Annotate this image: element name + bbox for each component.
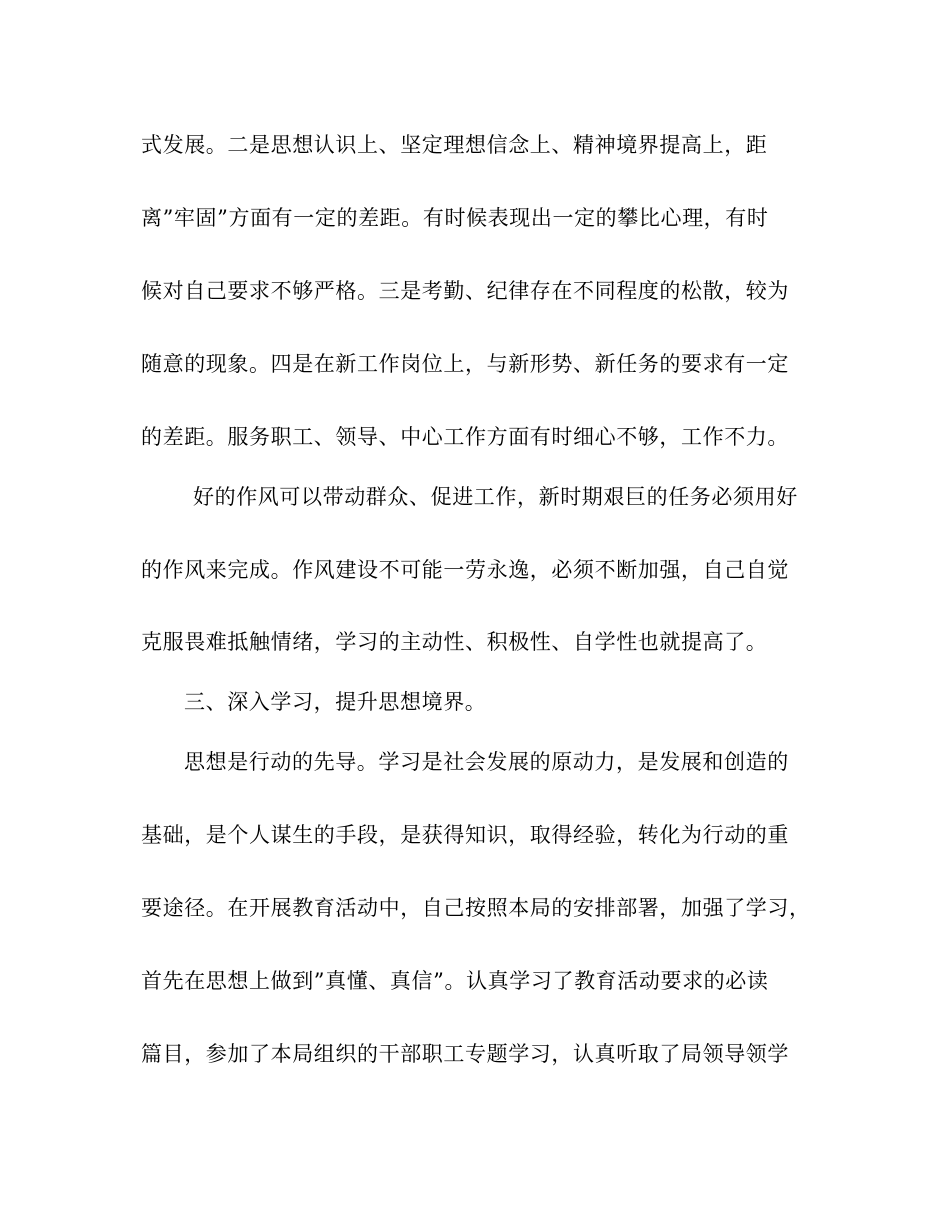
paragraph-first-line: 思想是行动的先导。学习是社会发展的原动力，是发展和创造的: [184, 750, 789, 774]
paragraph-first-line: 好的作风可以带动群众、促进工作，新时期艰巨的任务必须用好: [193, 485, 798, 509]
text-line: 的作风来完成。作风建设不可能一劳永逸，必须不断加强，自己自觉: [141, 558, 789, 582]
text-line: 克服畏难抵触情绪，学习的主动性、积极性、自学性也就提高了。: [141, 630, 768, 654]
text-line: 要途径。在开展教育活动中，自己按照本局的安排部署，加强了学习，: [141, 896, 811, 920]
text-line: 随意的现象。四是在新工作岗位上，与新形势、新任务的要求有一定: [141, 352, 789, 376]
text-line: 离”牢固”方面有一定的差距。有时候表现出一定的攀比心理，有时: [141, 206, 769, 230]
section-heading: 三、深入学习，提升思想境界。: [184, 690, 487, 714]
text-line: 篇目，参加了本局组织的干部职工专题学习，认真听取了局领导领学: [141, 1042, 789, 1066]
text-line: 基础，是个人谋生的手段，是获得知识，取得经验，转化为行动的重: [141, 823, 789, 847]
text-line: 式发展。二是思想认识上、坚定理想信念上、精神境界提高上，距: [141, 133, 768, 157]
text-line: 候对自己要求不够严格。三是考勤、纪律存在不同程度的松散，较为: [141, 279, 789, 303]
text-line: 首先在思想上做到”真懂、真信”。认真学习了教育活动要求的必读: [141, 969, 769, 993]
text-line: 的差距。服务职工、领导、中心工作方面有时细心不够，工作不力。: [141, 425, 789, 449]
